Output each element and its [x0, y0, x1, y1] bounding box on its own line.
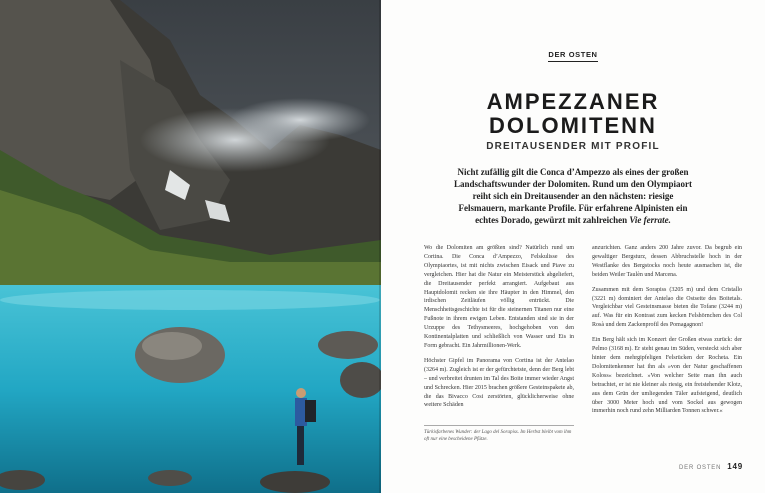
- folio: [679, 462, 743, 471]
- folio-label: DER OSTEN: [679, 465, 722, 471]
- body-column-1: [424, 244, 574, 416]
- body-paragraph: anzurichten. Ganz anders 200 Jahre zuvor. Da begrub ein gewaltiger Bergsturz, dessen Abbruchstelle hoch in der Westflanke des Bergstocks noch heute ausmachen ist, die beiden Weiler Taulèn und Marcena.: [592, 245, 742, 278]
- lake-photo: [0, 0, 381, 493]
- section-label: DER OSTEN: [548, 50, 597, 62]
- page-title: [381, 90, 765, 138]
- text-page: [381, 0, 765, 493]
- section-tag: [381, 44, 765, 62]
- page-number: 149: [727, 462, 743, 471]
- body-paragraph: Höchster Gipfel im Panorama von Cortina ist der Antelao (3264 m). Zugleich ist er der gefürchtetste, denn der Berg lebt – und verbreitet drunten im Tal des Boite immer wieder Angst und Schrecken. Hier 2015 brachen größere Gesteinspakete ab, die das Bivacco Cosi zerstörten, glücklicherweise ohne weitere Schäden: [424, 357, 574, 409]
- body-column-2: [592, 244, 742, 422]
- lead-emphasis: Vie ferrate.: [629, 215, 671, 225]
- lead-text: Nicht zufällig gilt die Conca d’Ampezzo als eines der großen Landschaftswunder der Dolomiten. Rund um den Olympiaort reiht sich ein Dreitausender an den nächsten: riesige Felsmauern, markante Profile. Für erfahrene Alpinisten ein echtes Dorado, gewürzt mit zahlreichen: [454, 167, 692, 225]
- photo-caption: Türkisfarbenes Wunder: der Lago del Sorapiss. Im Herbst bleibt vom ihm oft nur eine bescheidene Pfütze.: [424, 425, 574, 443]
- body-paragraph: Zusammen mit dem Sorapiss (3205 m) und dem Cristallo (3221 m) dominiert der Antelao die Ostseite des Boitetals. Vergleichbar viel Gesteinsmasse bieten die Tofane (3244 m) auf. Was für ein Kontrast zum kecken Felshörnchen des Col Rosà und dem Zackenprofil des Pomagagnon!: [592, 286, 742, 329]
- lead-paragraph: [453, 166, 693, 226]
- page-subtitle: DREITAUSENDER MIT PROFIL: [486, 141, 660, 152]
- title-line-1: AMPEZZANER: [486, 89, 660, 114]
- body-paragraph: Ein Berg hält sich im Konzert der Großen etwas zurück: der Pelmo (3168 m). Er steht genau im Süden, versteckt sich aber hinter dem mehrgipfeligen Felsrücken der Rocheta. Ein Dolomitenkenner hat ihn als »von der Natur geschaffenen Koloss« bezeichnet. »Von welcher Seite man ihn auch betrachtet, er ist nie kleiner als riesig, ein freistehender Klotz, aus dem Grün der umliegenden Täler aufsteigend, deutlich über 3000 Meter hoch und vom Sockel aus gewogen immerhin noch rund zehn Milliarden Tonnen schwer.«: [592, 337, 742, 415]
- title-line-2: DOLOMITENN: [489, 113, 657, 138]
- body-paragraph: Wo die Dolomiten am größten sind? Natürlich rund um Cortina. Die Conca d’Ampezzo, Felskulisse des Olympiaortes, ist mit nichts zwischen Eisack und Piave zu vergleichen. Hier hat die Natur ein Meisterstück abgeliefert, die Dreitausender perfekt arrangiert. Aufgebaut aus Hauptdolomit recken sie ihre Häupter in den Himmel, den irdischen Zeitläufen völlig entrückt. Die Menschheitsgeschichte ist für die steinernen Titanen nur eine Fußnote in ihrem ewigen Leben. Entstanden sind sie in der Urzuppe des Tethysmeeres, hochgehoben von den Kontinentalplatten und schließlich von Wasser und Eis in Form gebracht. Ein Jahrmillionen-Werk.: [424, 245, 574, 349]
